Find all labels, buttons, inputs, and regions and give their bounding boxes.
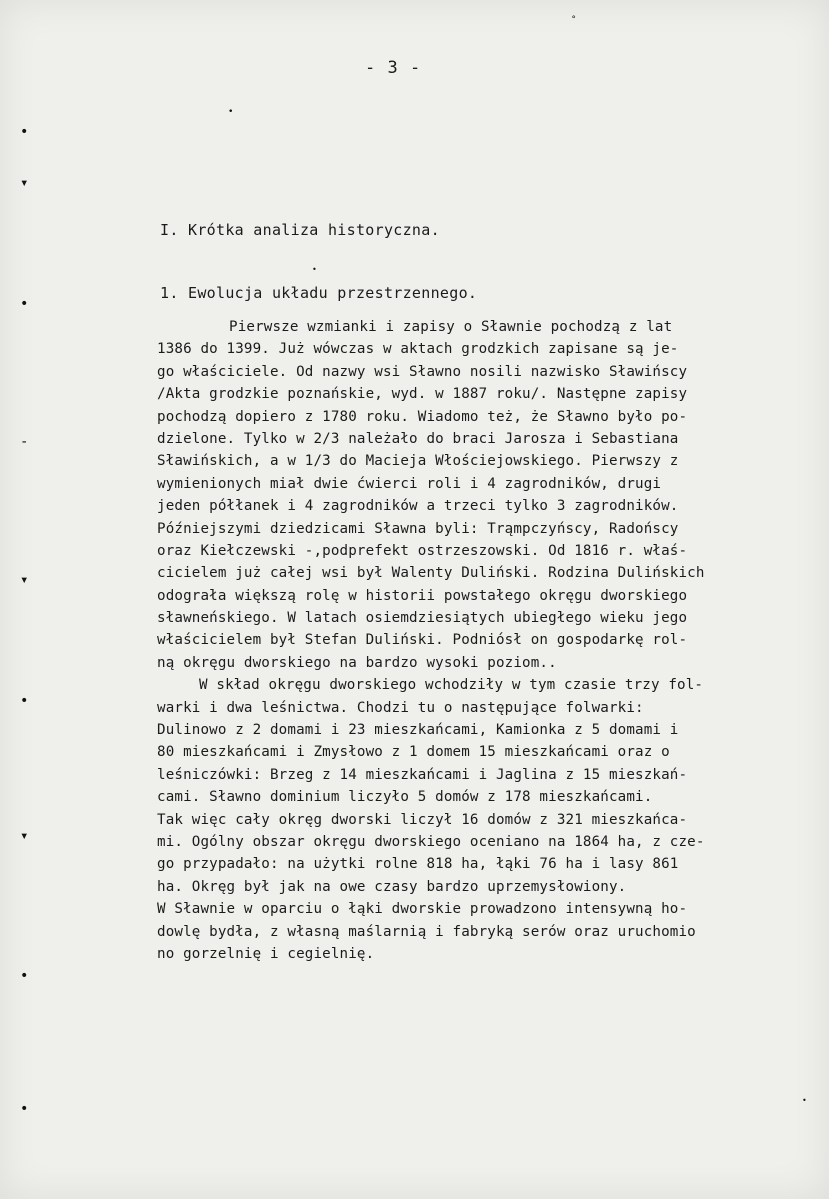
page-number: - 3 - (365, 58, 422, 78)
margin-mark: ▾ (20, 828, 29, 844)
paragraph-line: go właściciele. Od nazwy wsi Sławno nosili nazwisko Sławińscy (157, 363, 688, 380)
paragraph-line: go przypadało: na użytki rolne 818 ha, łąki 76 ha i lasy 861 (157, 856, 679, 873)
paragraph-line: Sławińskich, a w 1/3 do Macieja Włościejowskiego. Pierwszy z (157, 453, 679, 470)
page-speck: • (312, 265, 317, 274)
paragraph-line: dowlę bydła, z własną maślarnią i fabryką serów oraz uruchomio (157, 923, 696, 940)
paragraph-line: warki i dwa leśnictwa. Chodzi tu o następujące folwarki: (157, 699, 644, 716)
paragraph-line: Dulinowo z 2 domami i 23 mieszkańcami, Kamionka z 5 domami i (157, 722, 679, 739)
margin-mark: • (20, 296, 29, 312)
paragraph-line: mi. Ogólny obszar okręgu dworskiego oceniano na 1864 ha, z cze- (157, 833, 705, 850)
section-title: I. Krótka analiza historyczna. (160, 221, 440, 239)
page-speck: • (802, 1096, 807, 1105)
paragraph-line: oraz Kiełczewski -,podprefekt ostrzeszowski. Od 1816 r. właś- (157, 542, 688, 559)
paragraph-line: sławneńskiego. W latach osiemdziesiątych ubiegłego wieku jego (157, 610, 688, 627)
page-speck: ° (571, 15, 577, 25)
paragraph-line: leśniczówki: Brzeg z 14 mieszkańcami i Jaglina z 15 mieszkań- (157, 766, 688, 783)
paragraph-line: W Sławnie w oparciu o łąki dworskie prowadzono intensywną ho- (157, 901, 688, 918)
margin-mark: - (20, 434, 29, 450)
paragraph-line: cami. Sławno dominium liczyło 5 domów z 178 mieszkańcami. (157, 789, 653, 806)
paragraph-line: odograła większą rolę w historii powstałego okręgu dworskiego (157, 587, 688, 604)
paragraph-line: Pierwsze wzmianki i zapisy o Sławnie pochodzą z lat (229, 319, 673, 335)
margin-mark: • (20, 1101, 29, 1117)
margin-mark: ▾ (20, 572, 29, 588)
paragraph-line: cicielem już całej wsi był Walenty Duliński. Rodzina Dulińskich (157, 565, 705, 582)
subsection-title: 1. Ewolucja układu przestrzennego. (160, 284, 478, 302)
paragraph-line: dzielone. Tylko w 2/3 należało do braci Jarosza i Sebastiana (157, 430, 679, 447)
paragraph-line: 1386 do 1399. Już wówczas w aktach grodzkich zapisane są je- (157, 341, 679, 358)
paragraph-line: ną okręgu dworskiego na bardzo wysoki poziom.. (157, 654, 557, 671)
paragraph-line: ha. Okręg był jak na owe czasy bardzo uprzemysłowiony. (157, 878, 627, 895)
margin-mark: • (20, 693, 29, 709)
document-body (157, 316, 803, 965)
margin-mark: • (20, 968, 29, 984)
paragraph-line: no gorzelnię i cegielnię. (157, 945, 375, 962)
paragraph-line: 80 mieszkańcami i Zmysłowo z 1 domem 15 mieszkańcami oraz o (157, 744, 670, 761)
paragraph-line: W skład okręgu dworskiego wchodziły w tym czasie trzy fol- (199, 677, 704, 694)
paragraph-line: pochodzą dopiero z 1780 roku. Wiadomo też, że Sławno było po- (157, 408, 688, 425)
paragraph-line: właścicielem był Stefan Duliński. Podniósł on gospodarkę rol- (157, 632, 688, 649)
paragraph-line: Późniejszymi dziedzicami Sławna byli: Trąmpczyńscy, Radońscy (157, 520, 679, 537)
paragraph-line: jeden półłanek i 4 zagrodników a trzeci tylko 3 zagrodników. (157, 498, 679, 515)
paragraph-line: wymienionych miał dwie ćwierci roli i 4 zagrodników, drugi (157, 475, 662, 492)
paragraph-line: Tak więc cały okręg dworski liczył 16 domów z 321 mieszkańca- (157, 811, 688, 828)
margin-mark: • (20, 124, 29, 140)
paragraph-line: /Akta grodzkie poznańskie, wyd. w 1887 roku/. Następne zapisy (157, 386, 688, 403)
page-speck: • (228, 107, 234, 117)
margin-mark: ▾ (20, 175, 29, 191)
